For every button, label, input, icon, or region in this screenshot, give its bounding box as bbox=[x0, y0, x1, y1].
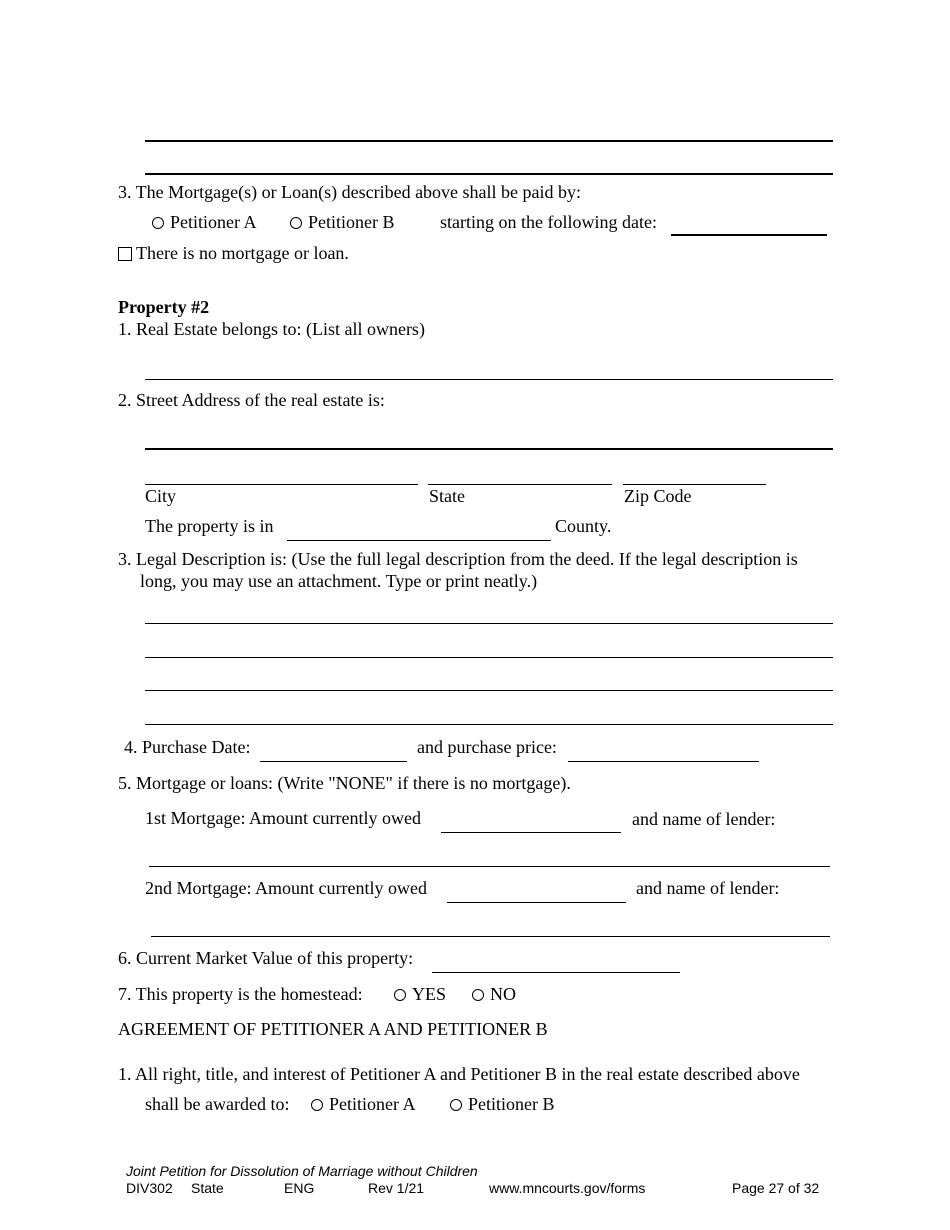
footer-jurisdiction: State bbox=[191, 1180, 224, 1196]
first-mortgage-amount-field[interactable] bbox=[441, 832, 621, 833]
checkbox-icon[interactable] bbox=[118, 247, 132, 261]
first-mortgage-label: 1st Mortgage: Amount currently owed bbox=[145, 808, 421, 828]
homestead-no-option[interactable] bbox=[472, 984, 516, 1005]
checkbox-label: There is no mortgage or loan. bbox=[136, 243, 349, 263]
state-field[interactable] bbox=[428, 484, 612, 485]
second-mortgage-amount-field[interactable] bbox=[447, 902, 626, 903]
mortgage-paid-by-text: 3. The Mortgage(s) or Loan(s) described above shall be paid by: bbox=[118, 182, 582, 202]
legal-description-label: 3. Legal Description is: (Use the full legal description from the deed. If the legal description is bbox=[118, 549, 798, 569]
state-label: State bbox=[429, 486, 465, 506]
option-label: Petitioner A bbox=[329, 1094, 416, 1114]
zip-field[interactable] bbox=[623, 484, 766, 485]
property-2-heading: Property #2 bbox=[118, 297, 210, 317]
paid-by-petitioner-b-option[interactable] bbox=[290, 212, 395, 233]
starting-date-field[interactable] bbox=[671, 234, 827, 236]
zip-label: Zip Code bbox=[624, 486, 692, 506]
first-lender-field[interactable] bbox=[149, 866, 830, 867]
market-value-field[interactable] bbox=[432, 972, 680, 973]
legal-description-label-2: long, you may use an attachment. Type or print neatly.) bbox=[140, 571, 538, 591]
street-address-label: 2. Street Address of the real estate is: bbox=[118, 390, 385, 410]
footer-language: ENG bbox=[284, 1180, 315, 1196]
market-value-label: 6. Current Market Value of this property: bbox=[118, 948, 414, 968]
option-label: Petitioner B bbox=[308, 212, 395, 232]
no-mortgage-option[interactable] bbox=[118, 243, 349, 264]
starting-date-label: starting on the following date: bbox=[440, 212, 657, 232]
option-label: NO bbox=[490, 984, 516, 1004]
footer-website-link[interactable]: www.mncourts.gov/forms bbox=[489, 1180, 646, 1196]
county-prefix-label: The property is in bbox=[145, 516, 274, 536]
purchase-date-label: 4. Purchase Date: bbox=[124, 737, 251, 757]
radio-icon[interactable] bbox=[311, 1099, 323, 1111]
paid-by-petitioner-a-option[interactable] bbox=[152, 212, 257, 233]
homestead-label: 7. This property is the homestead: bbox=[118, 984, 363, 1004]
purchase-price-label: and purchase price: bbox=[417, 737, 557, 757]
legal-description-line[interactable] bbox=[145, 623, 833, 624]
purchase-price-field[interactable] bbox=[568, 761, 759, 762]
street-address-field[interactable] bbox=[145, 448, 833, 450]
legal-description-line[interactable] bbox=[145, 657, 833, 658]
city-label: City bbox=[145, 486, 177, 506]
radio-icon[interactable] bbox=[472, 989, 484, 1001]
second-lender-label: and name of lender: bbox=[636, 878, 780, 898]
radio-icon[interactable] bbox=[152, 217, 164, 229]
agreement-heading: AGREEMENT OF PETITIONER A AND PETITIONER B bbox=[118, 1019, 548, 1039]
legal-description-line[interactable] bbox=[145, 690, 833, 691]
agreement-item-1-text: 1. All right, title, and interest of Petitioner A and Petitioner B in the real estate described above bbox=[118, 1064, 800, 1084]
first-lender-label: and name of lender: bbox=[632, 809, 776, 829]
awarded-petitioner-b-option[interactable] bbox=[450, 1094, 555, 1115]
owners-field[interactable] bbox=[145, 379, 833, 380]
radio-icon[interactable] bbox=[290, 217, 302, 229]
option-label: YES bbox=[412, 984, 447, 1004]
homestead-yes-option[interactable] bbox=[394, 984, 446, 1005]
second-lender-field[interactable] bbox=[151, 936, 830, 937]
footer-title: Joint Petition for Dissolution of Marriage without Children bbox=[126, 1163, 478, 1179]
mortgage-loans-label: 5. Mortgage or loans: (Write "NONE" if there is no mortgage). bbox=[118, 773, 571, 793]
footer-page-number: Page 27 of 32 bbox=[732, 1180, 820, 1196]
footer-revision: Rev 1/21 bbox=[368, 1180, 425, 1196]
awarded-petitioner-a-option[interactable] bbox=[311, 1094, 416, 1115]
county-field[interactable] bbox=[287, 540, 551, 541]
radio-icon[interactable] bbox=[394, 989, 406, 1001]
city-field[interactable] bbox=[145, 484, 418, 485]
legal-description-line[interactable] bbox=[145, 724, 833, 725]
owners-label: 1. Real Estate belongs to: (List all owners) bbox=[118, 319, 425, 339]
radio-icon[interactable] bbox=[450, 1099, 462, 1111]
footer-form-code: DIV302 bbox=[126, 1180, 173, 1196]
county-suffix-label: County. bbox=[555, 516, 612, 536]
second-mortgage-label: 2nd Mortgage: Amount currently owed bbox=[145, 878, 427, 898]
option-label: Petitioner A bbox=[170, 212, 257, 232]
prev-line-1 bbox=[145, 140, 833, 142]
prev-line-2 bbox=[145, 173, 833, 175]
awarded-to-label: shall be awarded to: bbox=[145, 1094, 290, 1114]
option-label: Petitioner B bbox=[468, 1094, 555, 1114]
purchase-date-field[interactable] bbox=[260, 761, 407, 762]
